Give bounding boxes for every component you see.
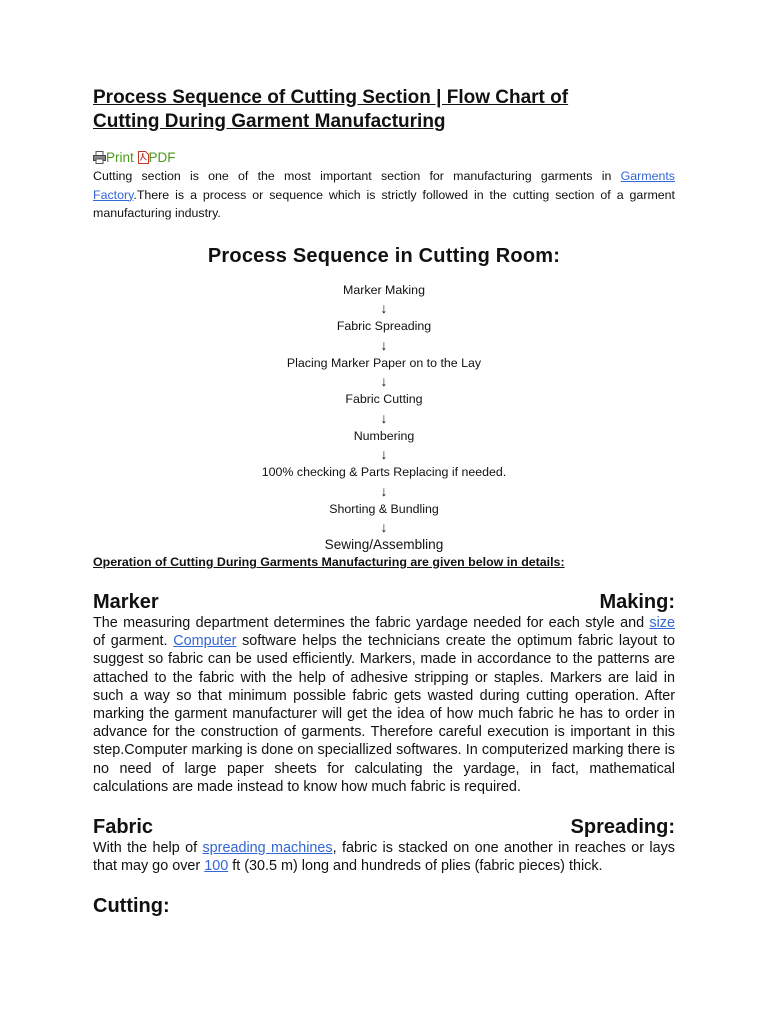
intro-text-end: .There is a process or sequence which is strictly followed in the cutting section of a garment manufacturing industry. <box>93 187 675 220</box>
flow-arrow: ↓ <box>380 446 388 462</box>
flow-arrow: ↓ <box>380 519 388 535</box>
marker-text-3: software helps the technicians create the optimum fabric layout to suggest so fabric can be used efficiently. Markers, made in accordance to the patterns are attached to the fabric with the help of adhesive stripping or staples. Markers are laid in such a way so that minimum possible fabric gets wasted during cutting operation. After marking the garment manufacturer will get the idea of how much fabric he has to order in advance for the construction of garments. Therefore careful execution is important in this step.Computer marking is done on speciallized softwares. In computerized marking there is no need of large paper sheets for calculating the yardage, in fact, mathematical calculations are made instead to know how much fabric is required. <box>93 633 675 795</box>
garments-factory-link[interactable]: Garments Factory <box>93 169 675 202</box>
flow-arrow: ↓ <box>380 482 388 499</box>
marker-text-1: The measuring department determines the fabric yardage needed for each style and <box>93 615 650 631</box>
article-title-line1: Process Sequence of Cutting Section | Flow Chart of <box>93 87 569 108</box>
fabric-heading-right: Spreading: <box>570 816 675 839</box>
print-pdf-row <box>93 150 675 167</box>
pdf-label: PDF <box>148 150 176 165</box>
fabric-spreading-heading <box>93 815 675 839</box>
article-title <box>93 86 675 134</box>
fabric-spreading-paragraph <box>93 839 675 875</box>
computer-link[interactable]: Computer <box>173 633 237 650</box>
flow-step-shorting-bundling: Shorting & Bundling <box>329 501 439 516</box>
spreading-machines-link[interactable]: spreading machines <box>202 840 333 857</box>
article-title-line2: Cutting During Garment Manufacturing <box>93 111 446 132</box>
operations-heading: Operation of Cutting During Garments Manufacturing are given below in details: <box>93 555 565 569</box>
hundred-link[interactable]: 100 <box>204 858 229 875</box>
flow-arrow: ↓ <box>380 336 388 353</box>
size-link[interactable]: size <box>649 615 675 631</box>
marker-making-heading <box>93 590 675 614</box>
intro-text-start: Cutting section is one of the most important section for manufacturing garments in <box>93 169 621 183</box>
sequence-heading: Process Sequence in Cutting Room: <box>207 244 561 267</box>
flow-arrow: ↓ <box>380 300 388 316</box>
flow-step-sewing: Sewing/Assembling <box>324 537 444 552</box>
print-label: Print <box>106 150 134 165</box>
article-content <box>93 86 675 918</box>
process-flow-chart <box>93 281 675 555</box>
flow-step-placing-marker: Placing Marker Paper on to the Lay <box>286 355 482 370</box>
fabric-heading-left: Fabric <box>93 816 154 839</box>
pdf-link[interactable] <box>138 150 176 165</box>
spreading-text-3: ft (30.5 m) long and hundreds of plies (fabric pieces) thick. <box>228 858 603 875</box>
flow-arrow: ↓ <box>380 373 388 389</box>
flow-step-fabric-spreading: Fabric Spreading <box>336 319 432 333</box>
flow-arrow: ↓ <box>380 409 388 426</box>
flow-step-fabric-cutting: Fabric Cutting <box>345 392 423 406</box>
marker-heading-right: Making: <box>599 591 675 613</box>
pdf-icon <box>138 151 149 168</box>
intro-paragraph <box>93 167 675 223</box>
flow-step-marker-making: Marker Making <box>343 282 425 297</box>
marker-heading-left: Marker <box>93 591 159 613</box>
cutting-heading: Cutting: <box>93 895 170 918</box>
print-link[interactable] <box>93 150 138 165</box>
marker-making-paragraph <box>93 614 675 796</box>
spreading-text-2: , fabric is stacked on one another in reaches or lays that may go over <box>93 840 675 875</box>
marker-text-2: of garment. <box>93 633 174 650</box>
printer-icon <box>93 151 106 168</box>
spreading-text-1: With the help of <box>93 840 203 857</box>
flow-step-checking: 100% checking & Parts Replacing if needed. <box>261 465 507 479</box>
flow-step-numbering: Numbering <box>353 428 415 443</box>
